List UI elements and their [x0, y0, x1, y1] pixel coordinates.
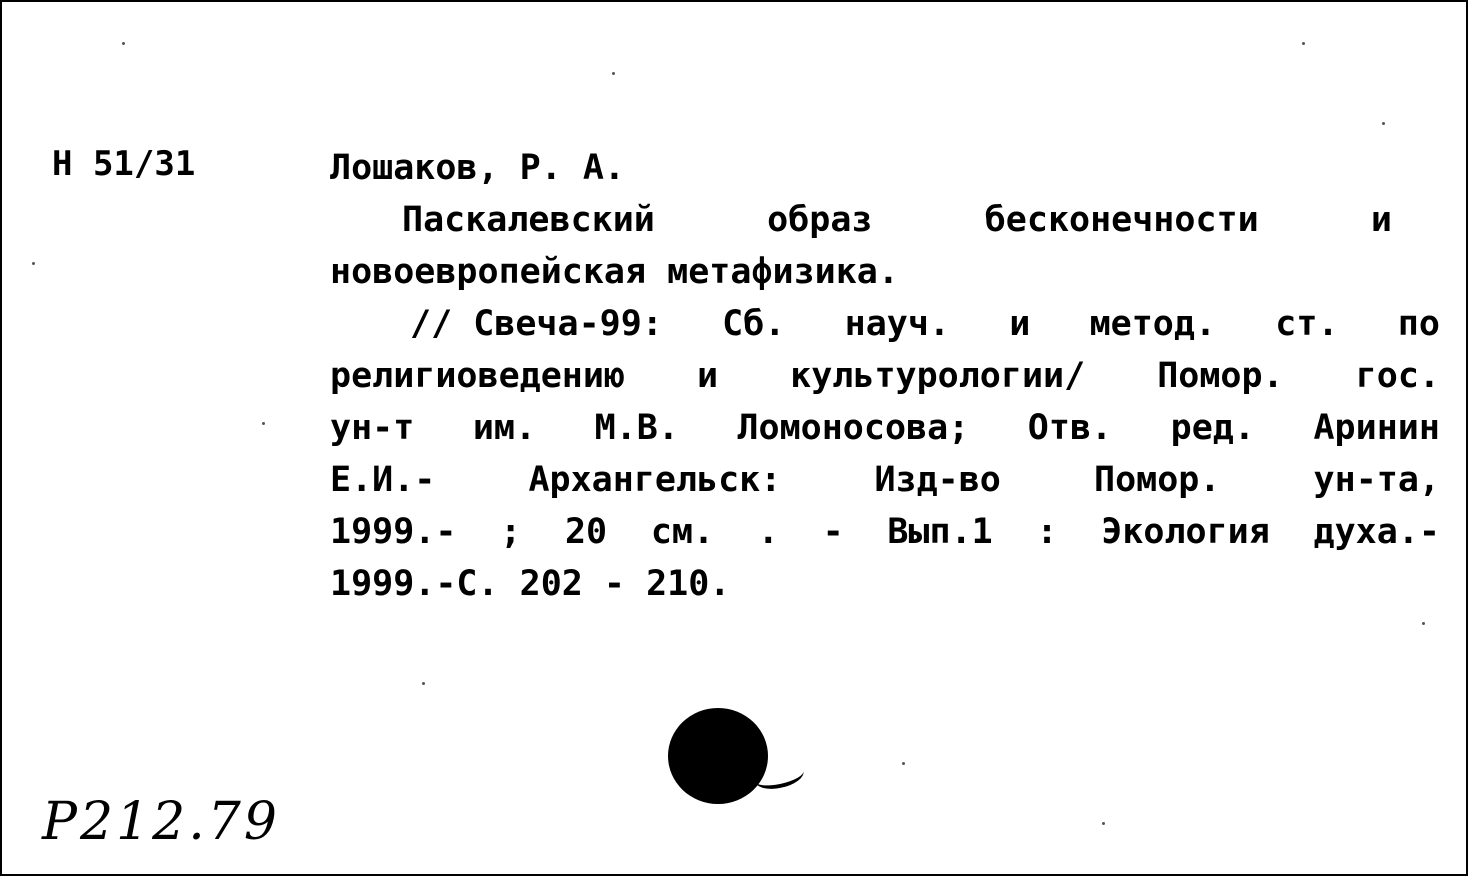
pages-line: 1999.-С. 202 - 210. [330, 564, 731, 604]
bibliographic-entry [330, 142, 1440, 610]
source-line-2: религиоведению и культурологии/ Помор. гос. [330, 356, 1440, 396]
source-line-4: Е.И.- Архангельск: Изд-во Помор. ун-та, [330, 460, 1440, 500]
source-line-3: ун-т им. М.В. Ломоносова; Отв. ред. Аринин [330, 408, 1440, 448]
source-line-1: // Свеча-99: Сб. науч. и метод. ст. по [410, 304, 1440, 344]
title-line-2: новоевропейская метафизика. [330, 252, 899, 292]
punch-hole [668, 708, 768, 804]
shelfmark: Н 51/31 [52, 144, 196, 184]
author-line: Лошаков, Р. А. [330, 148, 626, 188]
source-line-5: 1999.- ; 20 см. . - Вып.1 : Экология духа.- [330, 512, 1440, 552]
title-line-1: Паскалевский образ бесконечности и [402, 200, 1392, 240]
handwritten-code: Р212.79 [42, 792, 280, 852]
